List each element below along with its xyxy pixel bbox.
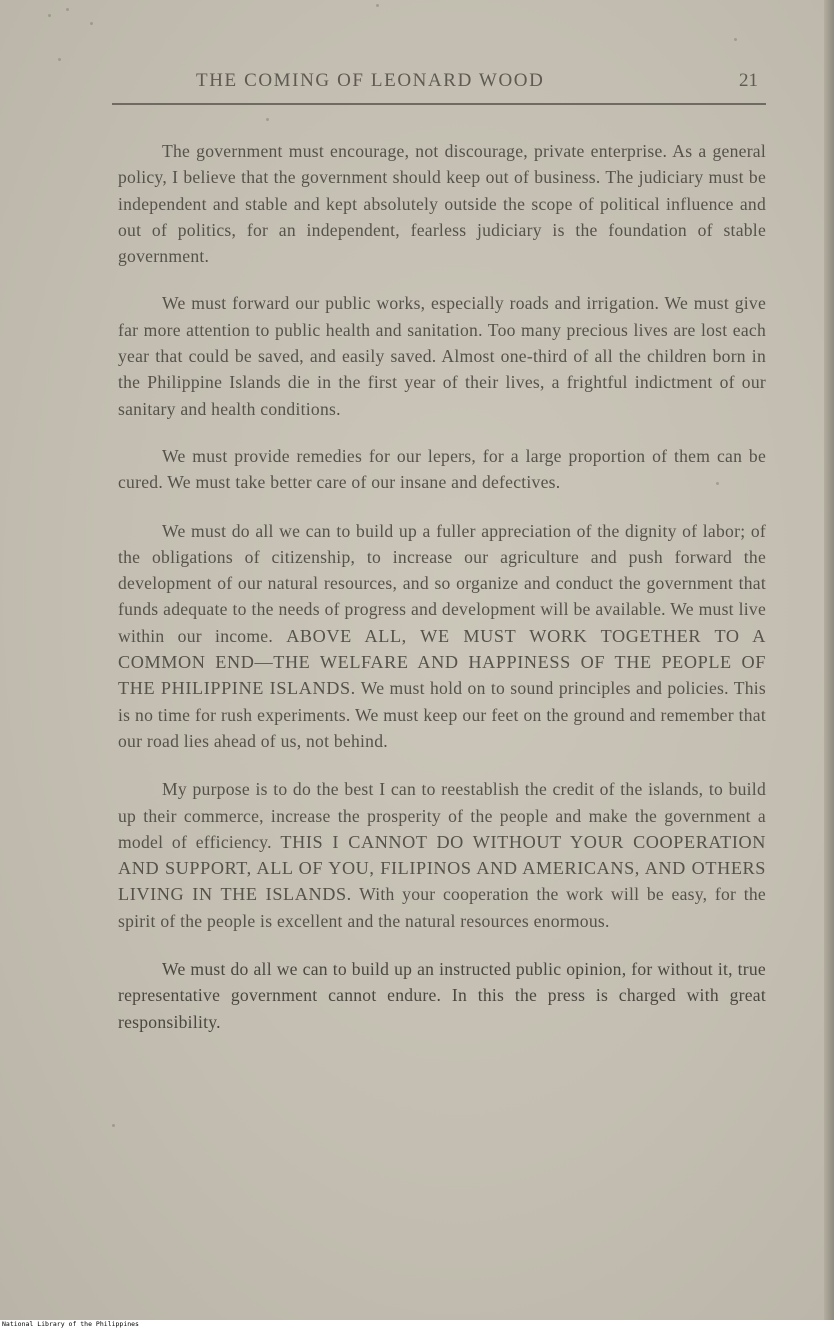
page-edge: [824, 0, 834, 1320]
paragraph-text: We must hold on to sound principles and policies. This is no time for rush experiments. We must keep our feet on the ground and remember that our road lies ahead of us, not behind.: [118, 678, 766, 751]
page-number: 21: [739, 70, 758, 91]
paragraph-text: We must forward our public works, especially roads and irrigation. We must give far more attention to public health and sanitation. Too many precious lives are lost each year that could be saved, and easily saved. Almost one-third of all the children born in the Philippine Islands die in the first year of their lives, a frightful indictment of our sanitary and health conditions.: [118, 293, 766, 419]
emphasis-caps: ABOVE ALL, WE MUST WORK TOGETHER TO A COMMON END—THE WELFARE AND HAPPINESS OF THE PEOPLE OF THE PHILIPPINE ISLANDS.: [118, 625, 766, 699]
paper-speck: [266, 118, 269, 121]
paragraph: [118, 776, 766, 934]
paragraph: [118, 290, 766, 421]
paper-speck: [48, 14, 51, 17]
paragraph: [118, 443, 766, 496]
page-header: [196, 70, 766, 100]
paragraph: [118, 138, 766, 269]
paper-speck: [734, 38, 737, 41]
library-credit: National Library of the Philippines: [2, 1320, 139, 1328]
emphasis-caps: THIS I CANNOT DO WITHOUT YOUR COOPERATION AND SUPPORT, ALL OF YOU, FILIPINOS AND AMERICANS, AND OTHERS LIVING IN THE ISLANDS.: [118, 831, 766, 905]
paragraph-text: We must do all we can to build up an instructed public opinion, for without it, true representative government cannot endure. In this the press is charged with great responsibility.: [118, 959, 766, 1032]
paragraph: [118, 518, 766, 755]
paragraph-text: We must provide remedies for our lepers, for a large proportion of them can be cured. We must take better care of our insane and defectives.: [118, 445, 766, 493]
paragraph-text: With your cooperation the work will be easy, for the spirit of the people is excellent and the natural resources enormous.: [118, 884, 766, 931]
paragraph-text: My purpose is to do the best I can to reestablish the credit of the islands, to build up their commerce, increase the prosperity of the people and make the government a model of efficiency.: [118, 779, 766, 852]
running-title: THE COMING OF LEONARD WOOD: [196, 70, 545, 91]
paragraph-text: The government must encourage, not discourage, private enterprise. As a general policy, I believe that the government should keep out of business. The judiciary must be independent and stable and kept absolutely outside the scope of political influence and out of politics, for an independent, fearless judiciary is the foundation of stable government.: [118, 141, 766, 267]
paper-speck: [112, 1124, 115, 1127]
paper-speck: [66, 8, 69, 11]
paper-speck: [58, 58, 61, 61]
paragraph-text: We must do all we can to build up a fuller appreciation of the dignity of labor; of the obligations of citizenship, to increase our agriculture and push forward the development of our natural resources, and so organize and conduct the government that funds adequate to the needs of progress and development will be available. We must live within our income.: [118, 520, 766, 646]
body-text: [118, 138, 766, 1055]
paragraph: [118, 956, 766, 1035]
header-rule: [112, 103, 766, 105]
paper-speck: [90, 22, 93, 25]
paper-speck: [376, 4, 379, 7]
